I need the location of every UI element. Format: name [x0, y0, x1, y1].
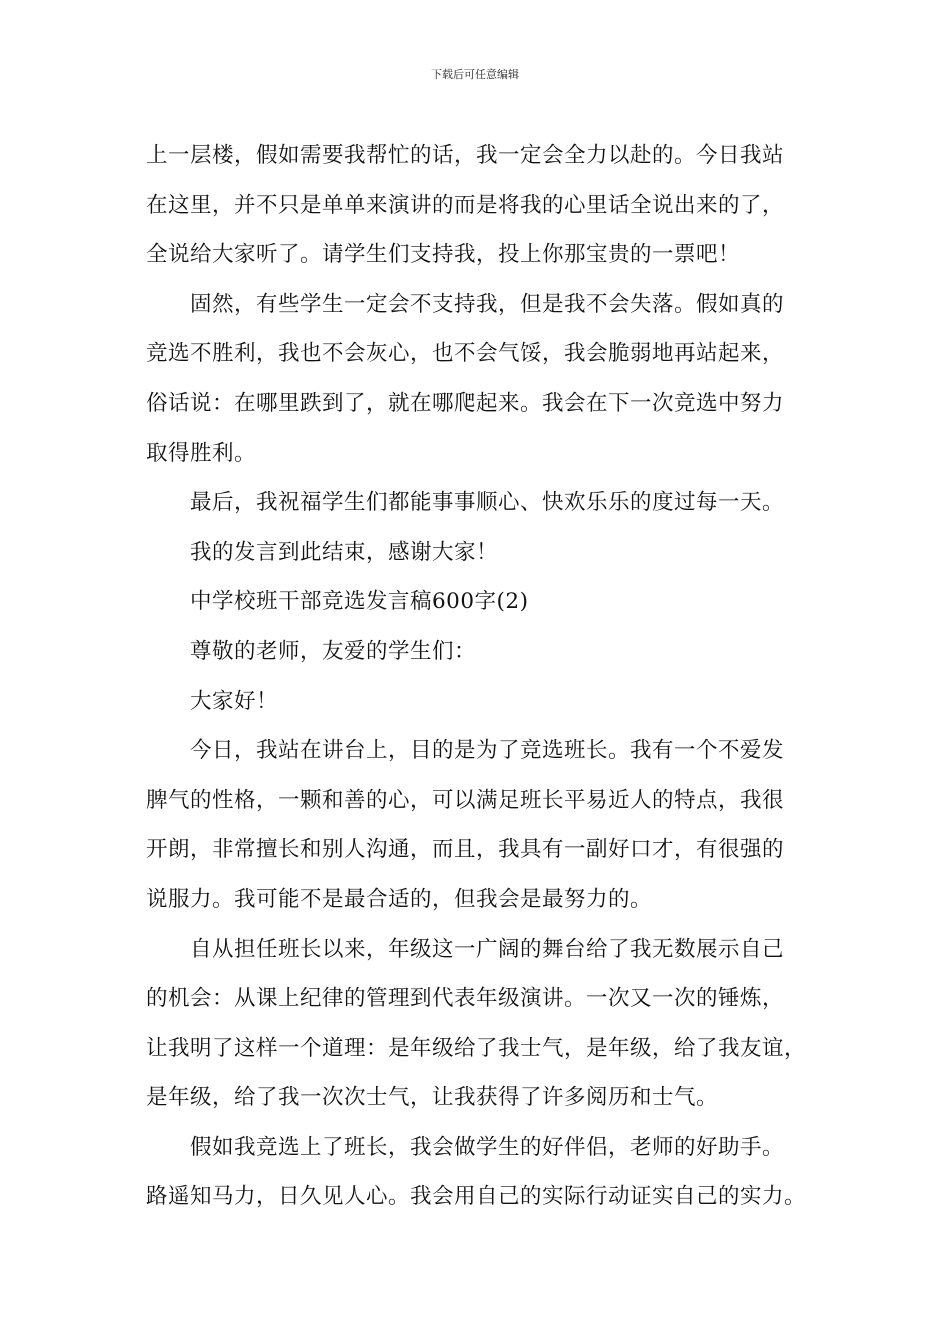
text-line: 的机会：从课上纪律的管理到代表年级演讲。一次又一次的锤炼，	[146, 986, 785, 1012]
text-line: 全说给大家听了。请学生们支持我，投上你那宝贵的一票吧！	[146, 242, 741, 268]
text-line: 开朗，非常擅长和别人沟通，而且，我具有一副好口才，有很强的	[146, 837, 785, 863]
text-line: 脾气的性格，一颗和善的心，可以满足班长平易近人的特点，我很	[146, 787, 785, 813]
paragraph-start-line: 我的发言到此结束，感谢大家！	[190, 539, 499, 565]
text-line: 让我明了这样一个道理：是年级给了我士气，是年级，给了我友谊，	[146, 1035, 807, 1061]
text-line: 在这里，并不只是单单来演讲的而是将我的心里话全说出来的了，	[146, 192, 785, 218]
page-header: 下载后可任意编辑	[431, 68, 519, 81]
paragraph-start-line: 今日，我站在讲台上，目的是为了竞选班长。我有一个不爱发	[190, 738, 785, 764]
paragraph-start-line: 假如我竞选上了班长，我会做学生的好伴侣，老师的好助手。	[190, 1134, 785, 1160]
text-line: 说服力。我可能不是最合适的，但我会是最努力的。	[146, 886, 653, 912]
paragraph-start-line: 最后，我祝福学生们都能事事顺心、快欢乐乐的度过每一天。	[190, 490, 785, 516]
text-line: 路遥知马力，日久见人心。我会用自己的实际行动证实自己的实力。	[146, 1184, 807, 1210]
text-line: 竞选不胜利，我也不会灰心，也不会气馁，我会脆弱地再站起来，	[146, 341, 785, 367]
paragraph-start-line: 自从担任班长以来，年级这一广阔的舞台给了我无数展示自己	[190, 936, 785, 962]
greeting: 大家好！	[190, 688, 279, 714]
text-line: 俗话说：在哪里跌到了，就在哪爬起来。我会在下一次竞选中努力	[146, 390, 785, 416]
text-line: 是年级，给了我一次次士气，让我获得了许多阅历和士气。	[146, 1085, 719, 1111]
text-line: 取得胜利。	[146, 440, 257, 466]
section-title: 中学校班干部竞选发言稿600字(2)	[190, 589, 529, 615]
paragraph-start-line: 固然，有些学生一定会不支持我，但是我不会失落。假如真的	[190, 291, 785, 317]
text-line: 上一层楼，假如需要我帮忙的话，我一定会全力以赴的。今日我站	[146, 143, 785, 168]
document-body	[146, 131, 814, 1222]
salutation: 尊敬的老师，友爱的学生们：	[190, 638, 477, 664]
